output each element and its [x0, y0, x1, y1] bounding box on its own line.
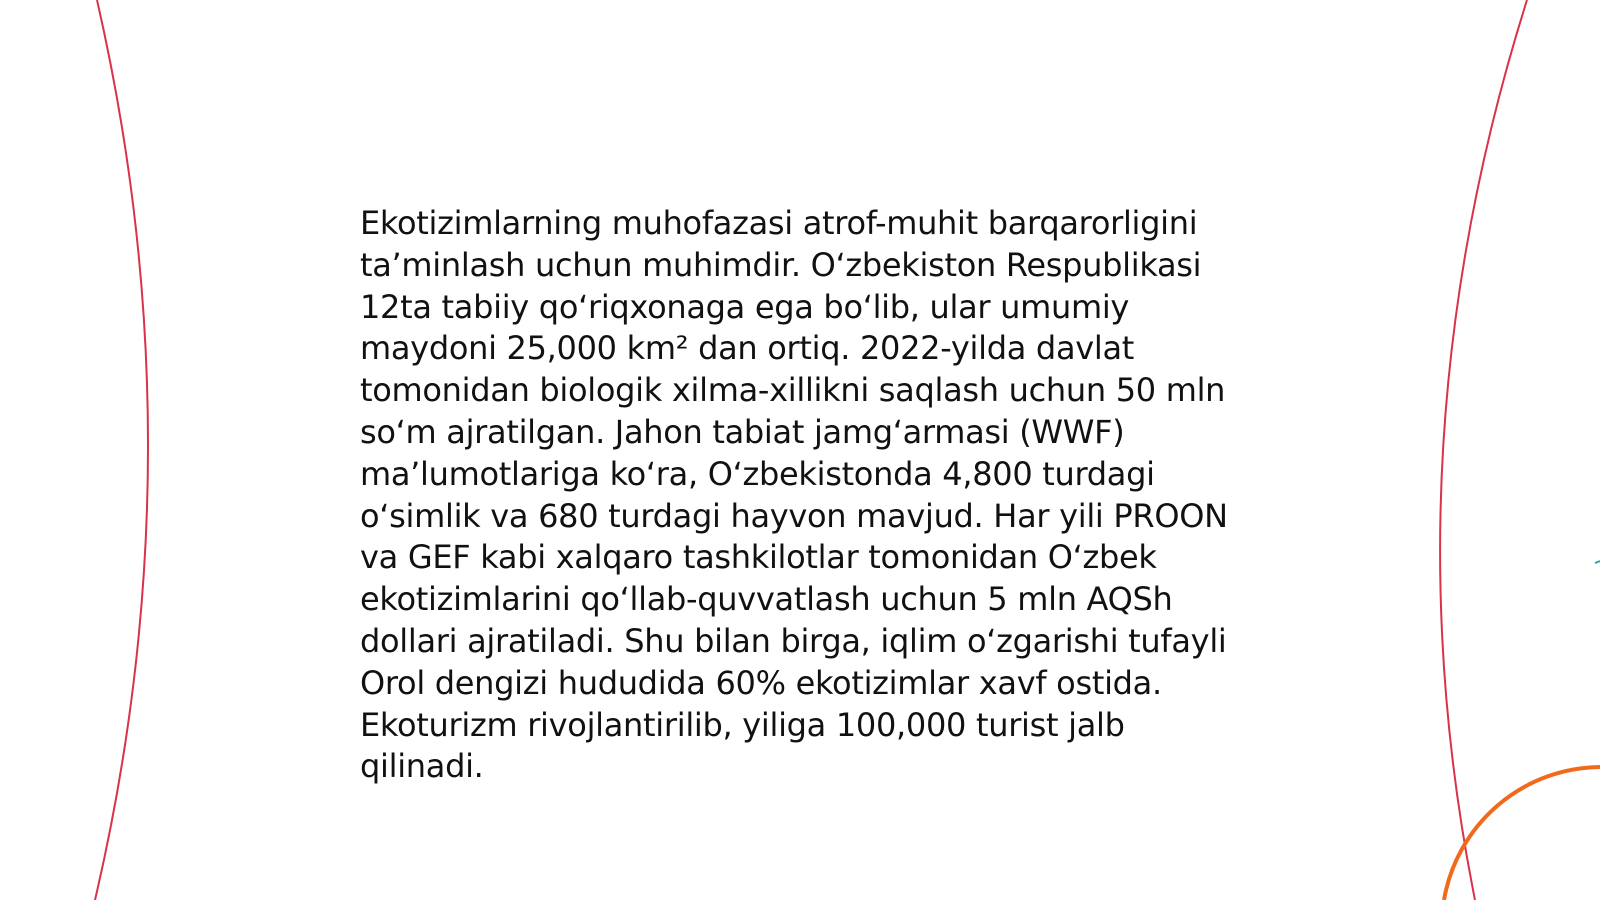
right-curve-line	[1440, 0, 1527, 900]
left-curve-line	[95, 0, 148, 900]
body-paragraph: Ekotizimlarning muhofazasi atrof-muhit barqarorligini ta’minlash uchun muhimdir. O‘zbekiston Respublikasi 12ta tabiiy qo‘riqxonaga ega bo‘lib, ular umumiy maydoni 25,000 km² dan ortiq. 2022-yilda davlat tomonidan biologik xilma-xillikni saqlash uchun 50 mln so‘m ajratilgan. Jahon tabiat jamg‘armasi (WWF) ma’lumotlariga ko‘ra, O‘zbekistonda 4,800 turdagi o‘simlik va 680 turdagi hayvon mavjud. Har yili PROON va GEF kabi xalqaro tashkilotlar tomonidan O‘zbek ekotizimlarini qo‘llab-quvvatlash uchun 5 mln AQSh dollari ajratiladi. Shu bilan birga, iqlim o‘zgarishi tufayli Orol dengizi hududida 60% ekotizimlar xavf ostida. Ekoturizm rivojlantirilib, yiliga 100,000 turist jalb qilinadi.	[360, 204, 1228, 786]
teal-mark	[1595, 561, 1600, 563]
orange-circle-arc	[1444, 767, 1600, 900]
